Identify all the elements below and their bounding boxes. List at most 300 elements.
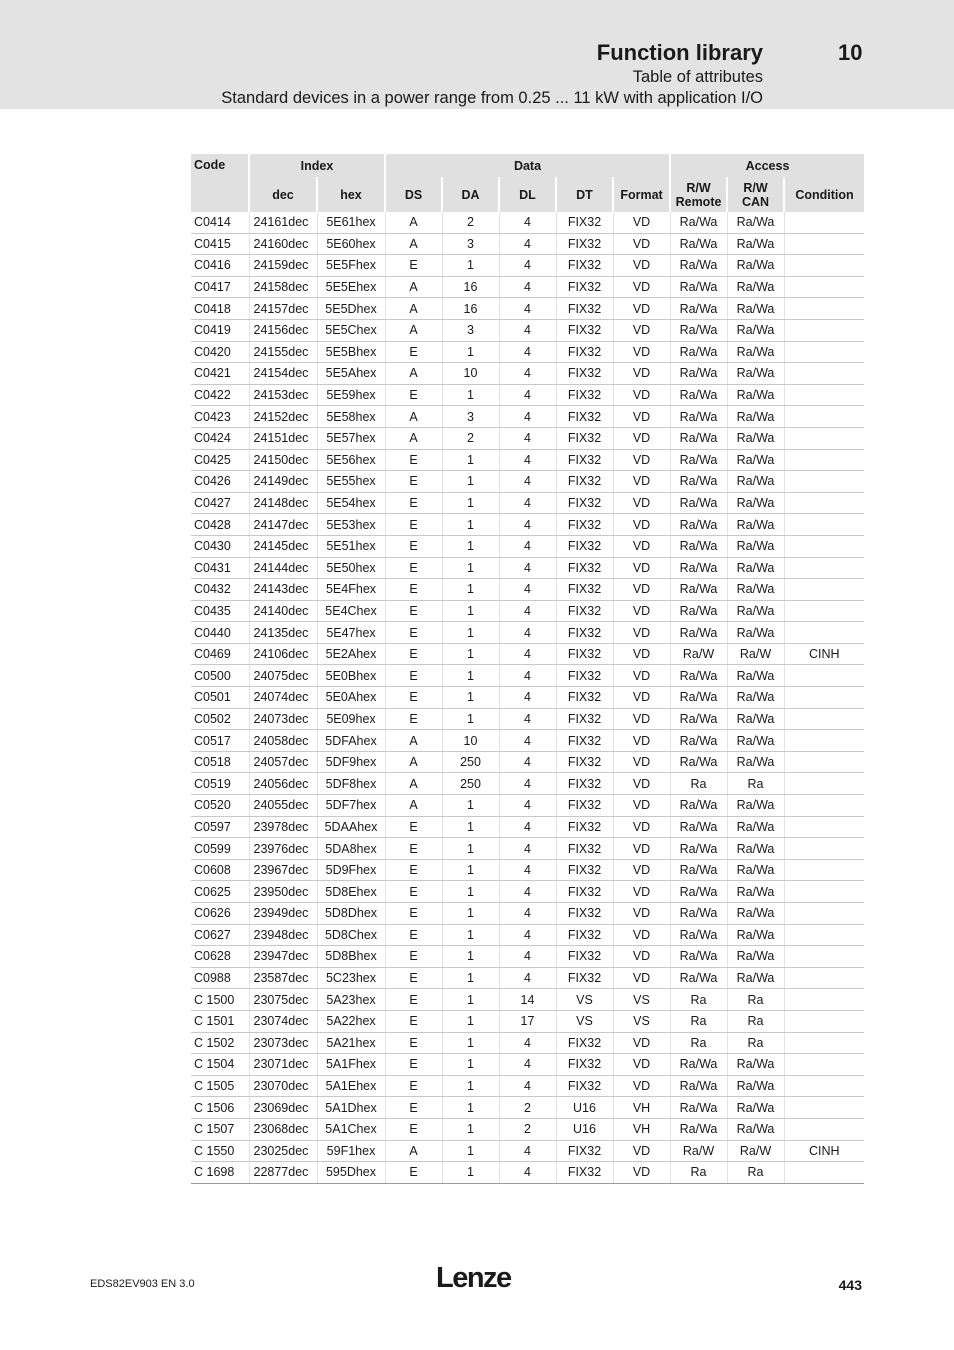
cell-ds: A [385, 406, 442, 428]
cell-format: VD [613, 579, 670, 601]
cell-code: C0517 [191, 730, 249, 752]
cell-rw-remote: Ra/Wa [670, 535, 727, 557]
cell-rw-remote: Ra/Wa [670, 881, 727, 903]
cell-condition [784, 1010, 864, 1032]
cell-dl: 4 [499, 903, 556, 925]
cell-dec: 23950dec [249, 881, 317, 903]
cell-rw-remote: Ra [670, 1010, 727, 1032]
cell-dt: FIX32 [556, 298, 613, 320]
cell-condition [784, 406, 864, 428]
cell-format: VD [613, 449, 670, 471]
table-row [191, 492, 864, 514]
table-row [191, 665, 864, 687]
cell-dec: 23025dec [249, 1140, 317, 1162]
cell-dl: 2 [499, 1097, 556, 1119]
table-row [191, 471, 864, 493]
cell-rw-remote: Ra/Wa [670, 319, 727, 341]
cell-format: VS [613, 1010, 670, 1032]
header-dt: DT [556, 177, 613, 212]
cell-hex: 5D8Dhex [317, 903, 385, 925]
cell-code: C0425 [191, 449, 249, 471]
cell-dec: 24135dec [249, 622, 317, 644]
cell-rw-can: Ra/Wa [727, 665, 784, 687]
cell-hex: 5E5Ahex [317, 363, 385, 385]
table-row [191, 946, 864, 968]
cell-dt: FIX32 [556, 341, 613, 363]
cell-format: VD [613, 557, 670, 579]
cell-rw-remote: Ra/Wa [670, 622, 727, 644]
cell-hex: 5E61hex [317, 212, 385, 233]
table-row [191, 816, 864, 838]
cell-code: C0501 [191, 687, 249, 709]
cell-ds: E [385, 514, 442, 536]
cell-code: C0518 [191, 751, 249, 773]
header-code: Code [191, 154, 249, 212]
cell-da: 1 [442, 255, 499, 277]
cell-da: 1 [442, 1097, 499, 1119]
cell-format: VD [613, 212, 670, 233]
cell-ds: E [385, 1162, 442, 1184]
cell-format: VD [613, 427, 670, 449]
cell-dl: 4 [499, 427, 556, 449]
cell-rw-can: Ra [727, 1162, 784, 1184]
cell-code: C0627 [191, 924, 249, 946]
cell-rw-can: Ra/Wa [727, 233, 784, 255]
cell-condition [784, 1118, 864, 1140]
cell-code: C0599 [191, 838, 249, 860]
cell-dt: FIX32 [556, 557, 613, 579]
cell-ds: E [385, 255, 442, 277]
cell-dl: 4 [499, 341, 556, 363]
cell-dec: 24144dec [249, 557, 317, 579]
table-row [191, 643, 864, 665]
cell-ds: E [385, 1118, 442, 1140]
cell-code: C0424 [191, 427, 249, 449]
cell-code: C0420 [191, 341, 249, 363]
cell-format: VD [613, 903, 670, 925]
cell-hex: 5E50hex [317, 557, 385, 579]
attribute-table [191, 154, 864, 1184]
cell-format: VD [613, 967, 670, 989]
cell-da: 1 [442, 600, 499, 622]
cell-dl: 4 [499, 967, 556, 989]
cell-dl: 4 [499, 1032, 556, 1054]
cell-dt: FIX32 [556, 1140, 613, 1162]
cell-ds: E [385, 903, 442, 925]
cell-da: 1 [442, 557, 499, 579]
cell-rw-remote: Ra/Wa [670, 816, 727, 838]
cell-rw-can: Ra/Wa [727, 449, 784, 471]
table-row [191, 579, 864, 601]
cell-dt: FIX32 [556, 579, 613, 601]
cell-ds: E [385, 665, 442, 687]
cell-format: VD [613, 795, 670, 817]
cell-condition [784, 1054, 864, 1076]
cell-da: 16 [442, 298, 499, 320]
cell-dec: 24160dec [249, 233, 317, 255]
cell-da: 1 [442, 687, 499, 709]
cell-rw-remote: Ra/Wa [670, 751, 727, 773]
cell-dt: FIX32 [556, 600, 613, 622]
cell-dec: 23976dec [249, 838, 317, 860]
cell-da: 1 [442, 579, 499, 601]
cell-rw-remote: Ra [670, 1032, 727, 1054]
cell-dec: 23978dec [249, 816, 317, 838]
cell-da: 1 [442, 881, 499, 903]
cell-format: VD [613, 1032, 670, 1054]
cell-condition [784, 1075, 864, 1097]
cell-dl: 4 [499, 795, 556, 817]
header-dec: dec [249, 177, 317, 212]
cell-condition [784, 557, 864, 579]
cell-code: C0419 [191, 319, 249, 341]
cell-ds: E [385, 838, 442, 860]
cell-ds: A [385, 730, 442, 752]
cell-condition [784, 579, 864, 601]
cell-code: C 1698 [191, 1162, 249, 1184]
cell-condition [784, 298, 864, 320]
cell-dec: 24145dec [249, 535, 317, 557]
cell-condition [784, 1097, 864, 1119]
cell-dl: 4 [499, 406, 556, 428]
cell-format: VD [613, 341, 670, 363]
header-hex: hex [317, 177, 385, 212]
cell-rw-remote: Ra/W [670, 1140, 727, 1162]
cell-dt: FIX32 [556, 212, 613, 233]
cell-condition [784, 449, 864, 471]
table-row [191, 881, 864, 903]
cell-dt: FIX32 [556, 492, 613, 514]
cell-rw-remote: Ra/Wa [670, 363, 727, 385]
cell-hex: 5A23hex [317, 989, 385, 1011]
cell-da: 1 [442, 1032, 499, 1054]
cell-dl: 4 [499, 471, 556, 493]
cell-condition [784, 838, 864, 860]
cell-code: C0415 [191, 233, 249, 255]
cell-format: VD [613, 924, 670, 946]
cell-dt: FIX32 [556, 946, 613, 968]
cell-rw-can: Ra/Wa [727, 492, 784, 514]
cell-rw-can: Ra/Wa [727, 903, 784, 925]
cell-dec: 24156dec [249, 319, 317, 341]
cell-rw-can: Ra/Wa [727, 341, 784, 363]
cell-dec: 23074dec [249, 1010, 317, 1032]
cell-rw-remote: Ra/Wa [670, 600, 727, 622]
cell-rw-can: Ra/Wa [727, 795, 784, 817]
cell-dl: 14 [499, 989, 556, 1011]
cell-condition [784, 492, 864, 514]
cell-dec: 24153dec [249, 384, 317, 406]
cell-format: VH [613, 1118, 670, 1140]
cell-dl: 4 [499, 449, 556, 471]
document-id: EDS82EV903 EN 3.0 [90, 1278, 195, 1290]
cell-dt: FIX32 [556, 535, 613, 557]
cell-code: C0432 [191, 579, 249, 601]
cell-dl: 4 [499, 708, 556, 730]
cell-condition [784, 924, 864, 946]
cell-ds: E [385, 557, 442, 579]
section-title: Table of attributes [632, 68, 763, 86]
cell-hex: 5E09hex [317, 708, 385, 730]
cell-hex: 5E4Chex [317, 600, 385, 622]
cell-hex: 5DF8hex [317, 773, 385, 795]
cell-format: VD [613, 471, 670, 493]
cell-ds: E [385, 989, 442, 1011]
cell-code: C0597 [191, 816, 249, 838]
cell-rw-can: Ra/Wa [727, 579, 784, 601]
cell-rw-remote: Ra/Wa [670, 276, 727, 298]
cell-dt: FIX32 [556, 449, 613, 471]
cell-dec: 24074dec [249, 687, 317, 709]
cell-hex: 59F1hex [317, 1140, 385, 1162]
cell-da: 1 [442, 1010, 499, 1032]
cell-dec: 22877dec [249, 1162, 317, 1184]
cell-da: 1 [442, 989, 499, 1011]
cell-dl: 4 [499, 276, 556, 298]
cell-ds: E [385, 622, 442, 644]
cell-rw-can: Ra/Wa [727, 816, 784, 838]
header-rw-remote: R/W Remote [670, 177, 727, 212]
cell-hex: 5E55hex [317, 471, 385, 493]
cell-dl: 4 [499, 492, 556, 514]
cell-code: C0608 [191, 859, 249, 881]
cell-rw-remote: Ra/Wa [670, 579, 727, 601]
table-row [191, 622, 864, 644]
cell-dec: 24055dec [249, 795, 317, 817]
cell-da: 3 [442, 233, 499, 255]
cell-dl: 4 [499, 1054, 556, 1076]
cell-code: C0519 [191, 773, 249, 795]
cell-code: C0421 [191, 363, 249, 385]
chapter-title: Function library [596, 40, 763, 65]
cell-ds: E [385, 384, 442, 406]
cell-dl: 2 [499, 1118, 556, 1140]
cell-rw-remote: Ra/Wa [670, 1075, 727, 1097]
cell-dec: 23948dec [249, 924, 317, 946]
cell-format: VD [613, 687, 670, 709]
cell-dl: 4 [499, 924, 556, 946]
cell-rw-remote: Ra/Wa [670, 1054, 727, 1076]
cell-format: VD [613, 298, 670, 320]
cell-condition [784, 276, 864, 298]
cell-condition [784, 535, 864, 557]
cell-ds: E [385, 708, 442, 730]
cell-dt: FIX32 [556, 708, 613, 730]
header-access: Access [670, 154, 864, 177]
cell-rw-can: Ra/Wa [727, 276, 784, 298]
table-row [191, 212, 864, 233]
cell-da: 1 [442, 795, 499, 817]
cell-condition [784, 816, 864, 838]
cell-rw-remote: Ra [670, 773, 727, 795]
cell-hex: 5C23hex [317, 967, 385, 989]
cell-rw-can: Ra [727, 773, 784, 795]
cell-condition [784, 471, 864, 493]
cell-ds: E [385, 946, 442, 968]
cell-code: C0416 [191, 255, 249, 277]
cell-hex: 5DF7hex [317, 795, 385, 817]
cell-hex: 5E0Ahex [317, 687, 385, 709]
header-data: Data [385, 154, 670, 177]
cell-dl: 4 [499, 946, 556, 968]
cell-da: 2 [442, 212, 499, 233]
cell-rw-can: Ra/Wa [727, 946, 784, 968]
table-row [191, 255, 864, 277]
cell-format: VD [613, 859, 670, 881]
cell-dl: 4 [499, 859, 556, 881]
cell-da: 2 [442, 427, 499, 449]
cell-dl: 17 [499, 1010, 556, 1032]
cell-rw-remote: Ra/Wa [670, 1118, 727, 1140]
cell-rw-can: Ra [727, 1032, 784, 1054]
cell-ds: E [385, 535, 442, 557]
cell-da: 1 [442, 449, 499, 471]
cell-condition [784, 363, 864, 385]
cell-code: C0431 [191, 557, 249, 579]
cell-format: VD [613, 319, 670, 341]
cell-condition [784, 903, 864, 925]
table-row [191, 233, 864, 255]
cell-dl: 4 [499, 751, 556, 773]
cell-hex: 5A1Dhex [317, 1097, 385, 1119]
cell-code: C 1500 [191, 989, 249, 1011]
cell-dl: 4 [499, 298, 556, 320]
cell-rw-can: Ra/Wa [727, 751, 784, 773]
cell-code: C0430 [191, 535, 249, 557]
table-row [191, 687, 864, 709]
cell-code: C0520 [191, 795, 249, 817]
cell-dt: FIX32 [556, 406, 613, 428]
cell-da: 16 [442, 276, 499, 298]
cell-rw-remote: Ra/Wa [670, 859, 727, 881]
cell-condition [784, 319, 864, 341]
cell-format: VD [613, 406, 670, 428]
cell-dt: FIX32 [556, 276, 613, 298]
cell-hex: 5E58hex [317, 406, 385, 428]
cell-dt: FIX32 [556, 1032, 613, 1054]
cell-da: 1 [442, 341, 499, 363]
table-row [191, 557, 864, 579]
cell-da: 1 [442, 665, 499, 687]
cell-dec: 23070dec [249, 1075, 317, 1097]
cell-dl: 4 [499, 773, 556, 795]
cell-hex: 5E5Ehex [317, 276, 385, 298]
cell-dt: FIX32 [556, 233, 613, 255]
cell-dl: 4 [499, 363, 556, 385]
cell-da: 1 [442, 708, 499, 730]
cell-condition [784, 946, 864, 968]
cell-ds: A [385, 212, 442, 233]
cell-rw-remote: Ra/Wa [670, 946, 727, 968]
cell-da: 1 [442, 859, 499, 881]
cell-hex: 5E60hex [317, 233, 385, 255]
table-row [191, 341, 864, 363]
table-row [191, 967, 864, 989]
cell-ds: E [385, 1010, 442, 1032]
cell-rw-can: Ra/Wa [727, 600, 784, 622]
cell-dec: 23947dec [249, 946, 317, 968]
cell-dec: 24075dec [249, 665, 317, 687]
cell-format: VD [613, 622, 670, 644]
cell-ds: A [385, 751, 442, 773]
table-row [191, 1032, 864, 1054]
cell-da: 1 [442, 384, 499, 406]
cell-hex: 5DAAhex [317, 816, 385, 838]
cell-condition [784, 665, 864, 687]
cell-dec: 23069dec [249, 1097, 317, 1119]
cell-ds: E [385, 1032, 442, 1054]
table-row [191, 1140, 864, 1162]
header-format: Format [613, 177, 670, 212]
cell-ds: E [385, 341, 442, 363]
cell-hex: 5E5Dhex [317, 298, 385, 320]
cell-dec: 24159dec [249, 255, 317, 277]
cell-code: C 1504 [191, 1054, 249, 1076]
cell-code: C0500 [191, 665, 249, 687]
cell-code: C0423 [191, 406, 249, 428]
cell-da: 1 [442, 622, 499, 644]
cell-rw-remote: Ra/Wa [670, 665, 727, 687]
cell-ds: E [385, 859, 442, 881]
cell-dt: FIX32 [556, 665, 613, 687]
cell-rw-remote: Ra/Wa [670, 1097, 727, 1119]
cell-dec: 24161dec [249, 212, 317, 233]
table-row [191, 535, 864, 557]
table-body [191, 212, 864, 1183]
table-row [191, 795, 864, 817]
cell-dl: 4 [499, 600, 556, 622]
cell-hex: 5D9Fhex [317, 859, 385, 881]
cell-da: 1 [442, 903, 499, 925]
table-row [191, 514, 864, 536]
cell-rw-can: Ra/Wa [727, 859, 784, 881]
cell-condition [784, 795, 864, 817]
cell-dt: FIX32 [556, 967, 613, 989]
cell-code: C 1550 [191, 1140, 249, 1162]
cell-hex: 5A21hex [317, 1032, 385, 1054]
cell-dt: U16 [556, 1097, 613, 1119]
cell-rw-can: Ra/Wa [727, 1097, 784, 1119]
header-condition: Condition [784, 177, 864, 212]
cell-dec: 23075dec [249, 989, 317, 1011]
cell-condition [784, 708, 864, 730]
cell-da: 1 [442, 1075, 499, 1097]
table-row [191, 298, 864, 320]
cell-format: VD [613, 665, 670, 687]
cell-code: C0502 [191, 708, 249, 730]
cell-da: 1 [442, 1140, 499, 1162]
cell-dt: VS [556, 1010, 613, 1032]
cell-code: C0469 [191, 643, 249, 665]
table-row [191, 708, 864, 730]
cell-dt: FIX32 [556, 363, 613, 385]
cell-hex: 5E57hex [317, 427, 385, 449]
cell-dl: 4 [499, 687, 556, 709]
cell-da: 10 [442, 363, 499, 385]
cell-condition [784, 730, 864, 752]
cell-format: VD [613, 384, 670, 406]
cell-format: VD [613, 1140, 670, 1162]
cell-code: C0625 [191, 881, 249, 903]
cell-dt: FIX32 [556, 687, 613, 709]
cell-format: VD [613, 600, 670, 622]
table-row [191, 751, 864, 773]
cell-rw-remote: Ra [670, 989, 727, 1011]
cell-code: C0435 [191, 600, 249, 622]
cell-ds: A [385, 1140, 442, 1162]
lenze-logo: Lenze [436, 1262, 511, 1294]
cell-hex: 5D8Chex [317, 924, 385, 946]
